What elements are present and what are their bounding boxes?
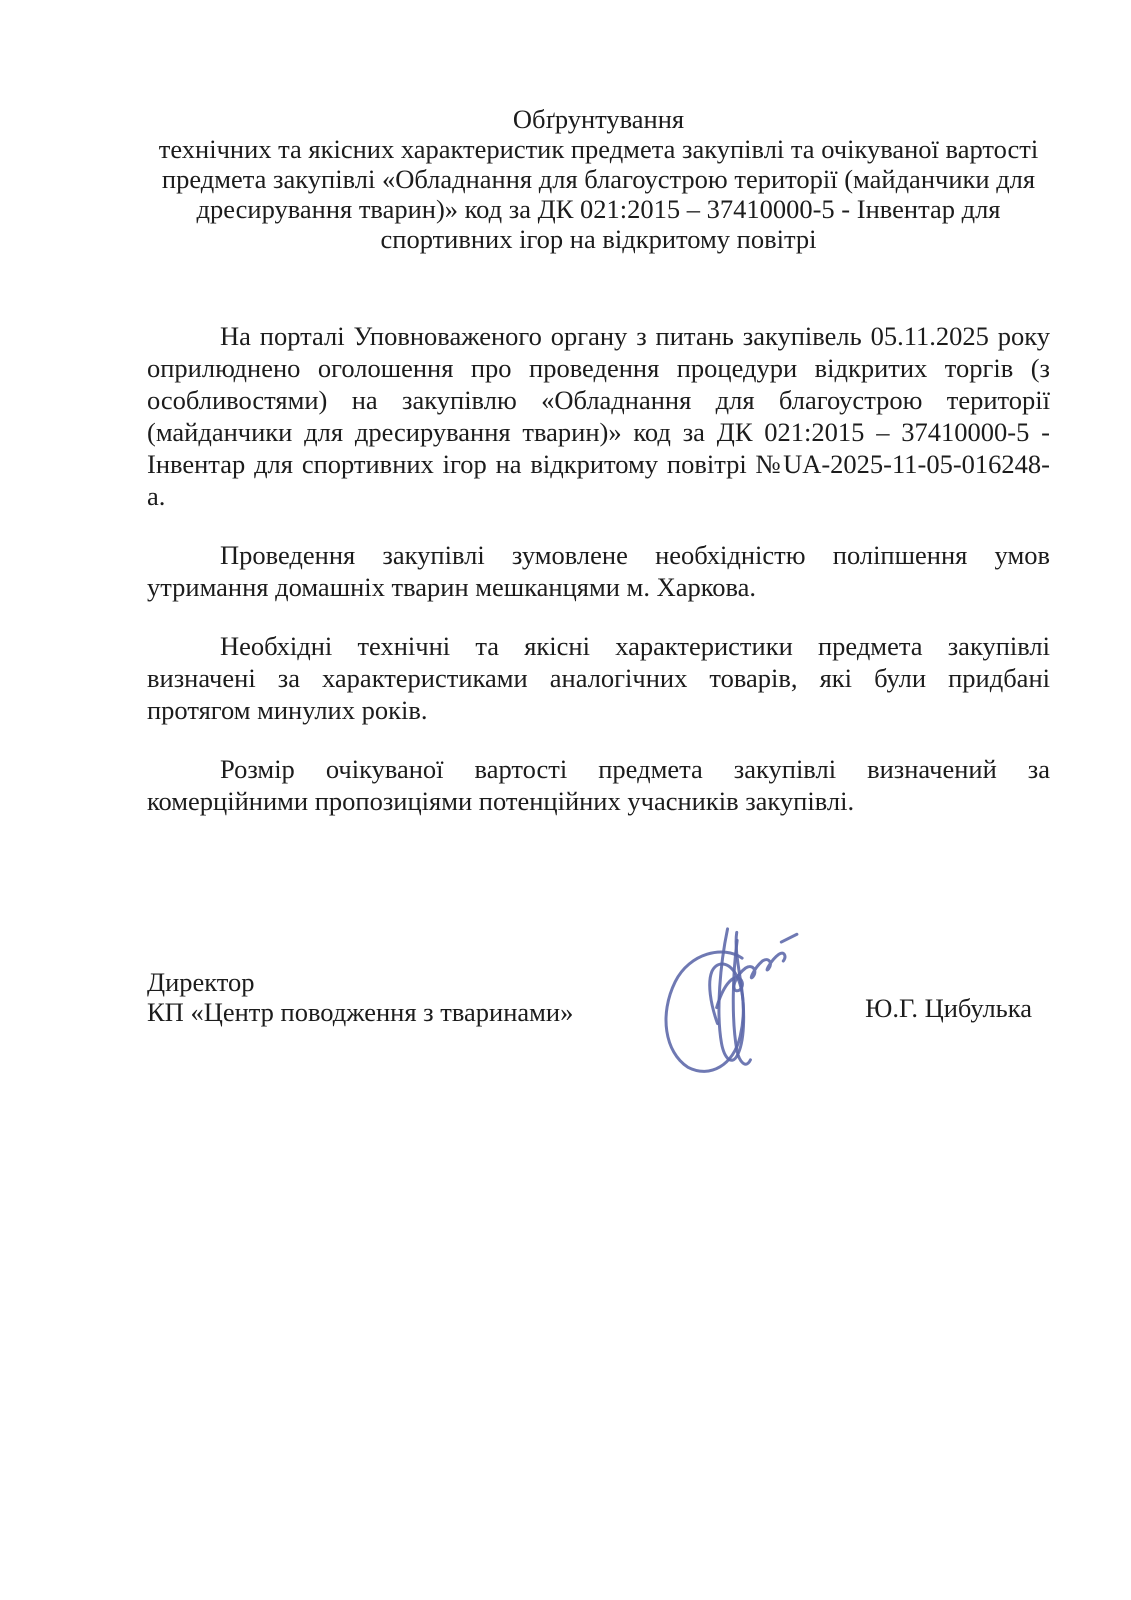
signatory-role: Директор — [147, 967, 255, 997]
text-line: Проведення закупівлі зумовлене необхідністю поліпшення умов — [220, 540, 1050, 570]
text-line: На порталі Уповноваженого органу з питань закупівель 05.11.2025 року — [220, 321, 1050, 351]
text-line: протягом минулих років. — [147, 695, 428, 725]
signatory-organization: КП «Центр поводження з тваринами» — [147, 997, 574, 1027]
document-body — [147, 320, 1050, 817]
text-line: визначені за характеристиками аналогічних товарів, які були придбані — [147, 663, 1050, 693]
text-line: Розмір очікуваної вартості предмета закупівлі визначений за — [220, 754, 1050, 784]
text-line: спортивних ігор на відкритому повітрі — [380, 224, 817, 254]
handwritten-signature-icon — [648, 911, 806, 1079]
text-line: а. — [147, 481, 166, 511]
paragraph — [147, 320, 1050, 512]
text-line: дресирування тварин)» код за ДК 021:2015 – 37410000-5 - Інвентар для — [196, 194, 1001, 224]
paragraph — [147, 539, 1050, 603]
text-line: Обґрунтування — [512, 104, 685, 134]
paragraph — [147, 753, 1050, 817]
signature-block — [147, 967, 1050, 1137]
text-line: оприлюднено оголошення про проведення процедури відкритих торгів (з — [147, 353, 1050, 383]
document-title — [147, 104, 1050, 254]
text-line: комерційними пропозиціями потенційних учасників закупівлі. — [147, 786, 855, 816]
text-line: Інвентар для спортивних ігор на відкритому повітрі №UA-2025-11-05-016248- — [147, 449, 1050, 479]
text-line: Необхідні технічні та якісні характеристики предмета закупівлі — [220, 631, 1050, 661]
text-line: особливостями) на закупівлю «Обладнання для благоустрою території — [147, 385, 1050, 415]
paragraph — [147, 630, 1050, 726]
text-line: технічних та якісних характеристик предмета закупівлі та очікуваної вартості — [158, 134, 1039, 164]
signatory-name: Ю.Г. Цибулька — [865, 993, 1032, 1023]
text-line: (майданчики для дресирування тварин)» код за ДК 021:2015 – 37410000-5 - — [147, 417, 1050, 447]
text-line: утримання домашніх тварин мешканцями м. Харкова. — [147, 572, 757, 602]
text-line: предмета закупівлі «Обладнання для благоустрою території (майданчики для — [161, 164, 1036, 194]
